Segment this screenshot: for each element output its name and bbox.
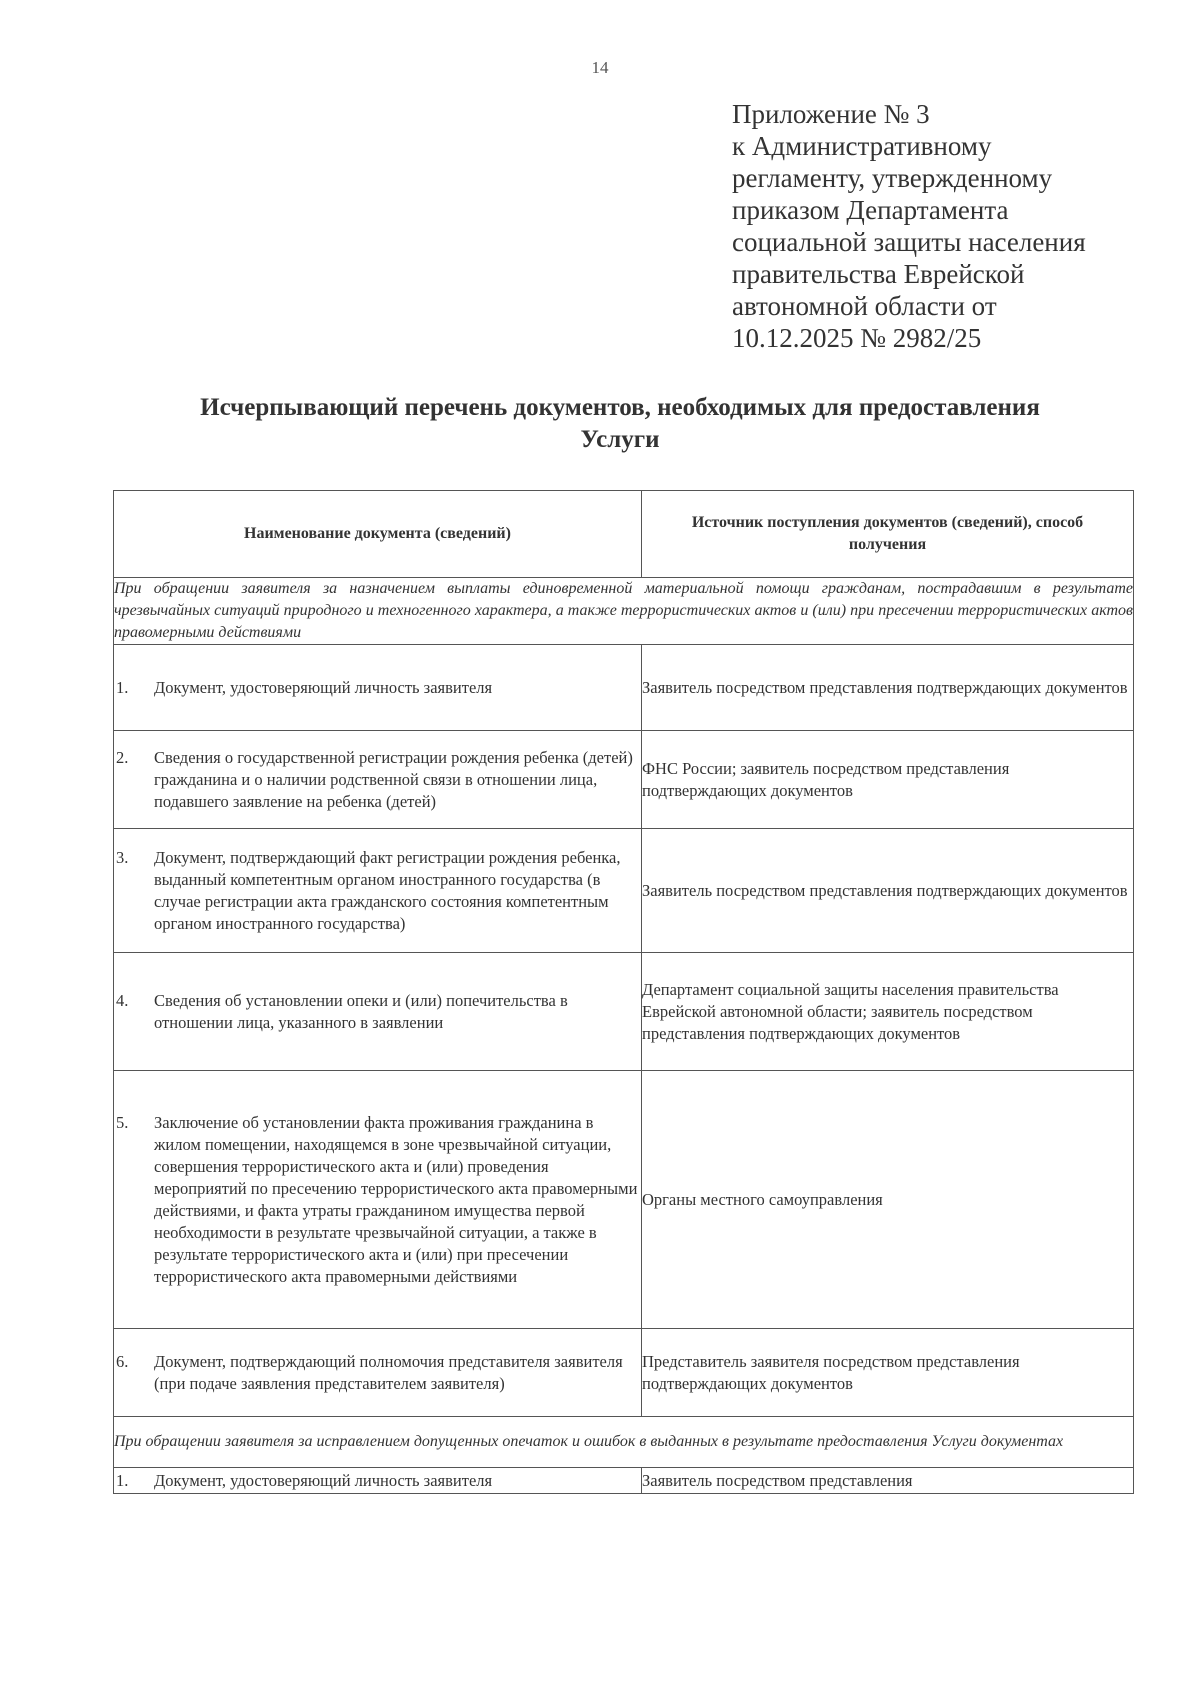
document-name-cell [114, 1468, 642, 1494]
row-number: 3. [116, 847, 129, 867]
document-source: Представитель заявителя посредством представления подтверждающих документов [642, 1329, 1134, 1417]
appendix-line: приказом Департамента [732, 195, 1009, 225]
header-document-source: Источник поступления документов (сведений), способ получения [642, 491, 1134, 578]
page-number: 14 [591, 58, 609, 77]
document-name: Документ, удостоверяющий личность заявителя [154, 677, 493, 697]
section-row [114, 1417, 1134, 1468]
appendix-line: 10.12.2025 № 2982/25 [732, 323, 982, 353]
document-name-cell [114, 1329, 642, 1417]
document-source: Заявитель посредством представления подтверждающих документов [642, 829, 1134, 953]
document-name: Документ, подтверждающий факт регистрации рождения ребенка, выданный компетентным органом иностранного государства (в случае регистрации акта гражданского состояния компетентным органом иностранного государства) [154, 847, 621, 933]
document-name-cell [114, 1071, 642, 1329]
document-source: Заявитель посредством представления [642, 1468, 1134, 1494]
header-document-name: Наименование документа (сведений) [114, 491, 642, 578]
row-number: 1. [116, 1470, 129, 1490]
document-title [120, 392, 1120, 456]
row-number: 1. [116, 677, 129, 697]
document-name: Сведения об установлении опеки и (или) попечительства в отношении лица, указанного в заявлении [154, 990, 568, 1032]
document-source: Органы местного самоуправления [642, 1071, 1134, 1329]
document-title-line: Услуги [580, 426, 660, 453]
table-row [114, 953, 1134, 1071]
section-heading: При обращении заявителя за назначением выплаты единовременной материальной помощи гражданам, пострадавшим в результате чрезвычайных ситуаций природного и техногенного характера, а также террористических актов и (или) при пресечении террористических актов правомерными действиями [114, 578, 1134, 645]
document-source: ФНС России; заявитель посредством представления подтверждающих документов [642, 731, 1134, 829]
row-number: 6. [116, 1351, 129, 1371]
appendix-line: правительства Еврейской [732, 259, 1025, 289]
document-source: Заявитель посредством представления подтверждающих документов [642, 645, 1134, 731]
row-number: 2. [116, 747, 129, 767]
document-title-line: Исчерпывающий перечень документов, необходимых для предоставления [200, 394, 1040, 421]
document-name: Документ, удостоверяющий личность заявителя [154, 1470, 493, 1490]
appendix-line: к Административному [732, 131, 992, 161]
document-source: Департамент социальной защиты населения правительства Еврейской автономной области; заявитель посредством представления подтверждающих документов [642, 953, 1134, 1071]
section-heading: При обращении заявителя за исправлением допущенных опечаток и ошибок в выданных в результате предоставления Услуги документах [114, 1417, 1134, 1468]
table-row [114, 1071, 1134, 1329]
row-number: 4. [116, 990, 129, 1010]
document-name-cell [114, 731, 642, 829]
document-name: Сведения о государственной регистрации рождения ребенка (детей) гражданина и о наличии родственной связи в отношении лица, подавшего заявление на ребенка (детей) [154, 747, 633, 811]
document-name-cell [114, 829, 642, 953]
documents-table [113, 490, 1134, 1494]
appendix-line: регламенту, утвержденному [732, 163, 1053, 193]
document-name-cell [114, 645, 642, 731]
table-row [114, 731, 1134, 829]
table-row [114, 645, 1134, 731]
appendix-line: автономной области от [732, 291, 997, 321]
table-header-row [114, 491, 1134, 578]
document-name-cell [114, 953, 642, 1071]
table-row [114, 1468, 1134, 1494]
row-number: 5. [116, 1112, 129, 1132]
document-name: Документ, подтверждающий полномочия представителя заявителя (при подаче заявления представителем заявителя) [154, 1351, 623, 1393]
table-row [114, 829, 1134, 953]
appendix-line: социальной защиты населения [732, 227, 1086, 257]
section-row [114, 578, 1134, 645]
document-name: Заключение об установлении факта проживания гражданина в жилом помещении, находящемся в зоне чрезвычайной ситуации, совершения террористического акта и (или) проведения мероприятий по пресечению террористического акта правомерными действиями, и факта утраты гражданином имущества первой необходимости в результате чрезвычайной ситуации, а также в результате террористического акта и (или) при пресечении террористического акта правомерными действиями [154, 1112, 638, 1286]
appendix-line: Приложение № 3 [732, 99, 930, 129]
appendix-header [732, 98, 1152, 354]
table-row [114, 1329, 1134, 1417]
